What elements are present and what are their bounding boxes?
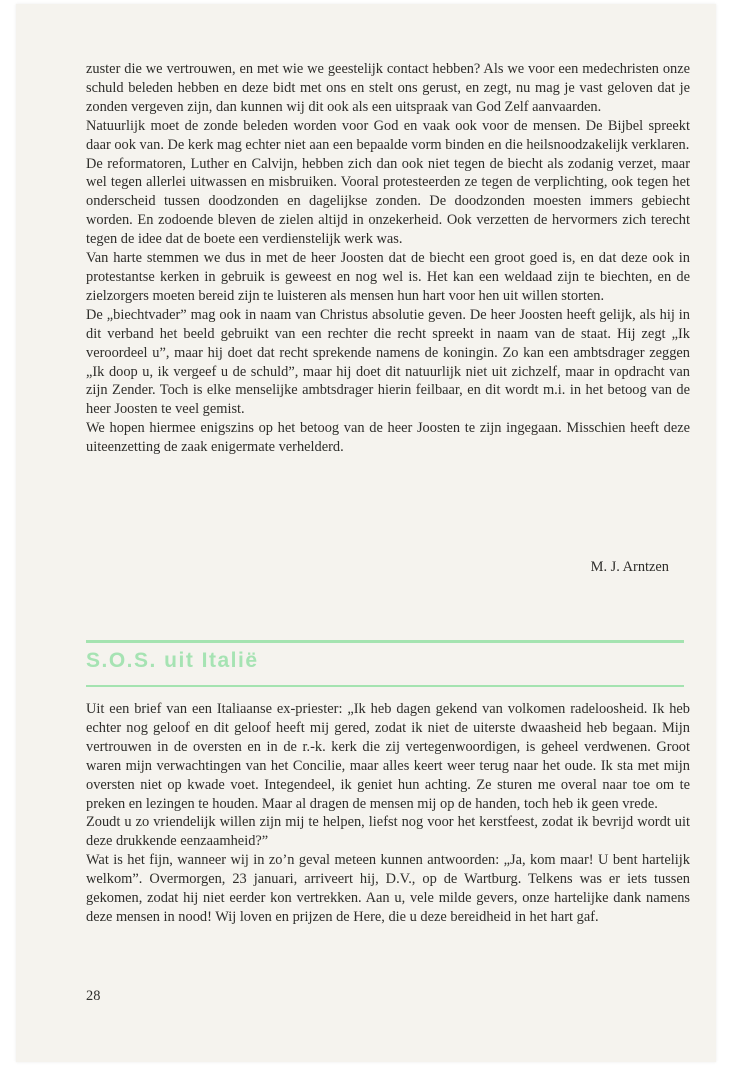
paragraph: zuster die we vertrouwen, en met wie we geestelijk contact hebben? Als we voor een medechristen onze schuld beleden hebben en deze bidt met ons en stelt ons gerust, en zegt, nu mag je vast geloven dat je zonden vergeven zijn, dan kunnen wij dit ook als een uitspraak van God Zelf aanvaarden.	[86, 61, 690, 115]
paragraph: We hopen hiermee enigszins op het betoog van de heer Joosten te zijn ingegaan. Misschien heeft deze uiteenzetting de zaak enigermate verhelderd.	[86, 420, 690, 456]
page-number: 28	[86, 988, 101, 1004]
paragraph: Natuurlijk moet de zonde beleden worden voor God en vaak ook voor de mensen. De Bijbel spreekt daar ook van. De kerk mag echter niet aan een bepaalde vorm binden en die heilsnoodzakelijk verklaren.	[86, 117, 690, 153]
paragraph: Zoudt u zo vriendelijk willen zijn mij te helpen, liefst nog voor het kerstfeest, zodat ik bevrijd wordt uit deze drukkende eenzaamheid?”	[86, 814, 690, 850]
section-heading: S.O.S. uit Italië	[86, 649, 259, 672]
paragraph: Wat is het fijn, wanneer wij in zo’n geval meteen kunnen antwoorden: „Ja, kom maar! U bent hartelijk welkom”. Overmorgen, 23 januari, arriveert hij, D.V., op de Wartburg. Telkens was er iets tussen gekomen, zodat hij niet eerder kon vertrekken. Aan u, vele milde gevers, onze hartelijke dank namens deze mensen in nood! Wij loven en prijzen de Here, die u deze bereidheid in het hart gaf.	[86, 852, 690, 925]
paragraph: De reformatoren, Luther en Calvijn, hebben zich dan ook niet tegen de biecht als zodanig verzet, maar wel tegen allerlei uitwassen en misbruiken. Vooral protesteerden ze tegen de verplichting, ook tegen het onderscheid tussen doodzonden en dagelijkse zonden. De doodzonden moesten immers gebiecht worden. En zodoende bleven de zielen altijd in onzekerheid. Ook verzetten de hervormers zich terecht tegen de idee dat de boete een verdienstelijk werk was.	[86, 155, 690, 248]
article-body-top	[86, 60, 690, 457]
paragraph: De „biechtvader” mag ook in naam van Christus absolutie geven. De heer Joosten heeft gelijk, als hij in dit verband het beeld gebruikt van een rechter die recht spreekt in naam van de staat. Hij zegt „Ik veroordeel u”, maar hij doet dat recht sprekende namens de koningin. Zo kan een ambtsdrager zeggen „Ik doop u, ik vergeef u de schuld”, maar hij doet dit natuurlijk niet uit zichzelf, maar in opdracht van zijn Zender. Toch is elke menselijke ambtsdrager hierin feilbaar, en dit wordt m.i. in het betoog van de heer Joosten te veel gemist.	[86, 306, 690, 418]
section-divider-bottom	[86, 685, 684, 687]
section-divider-top	[86, 640, 684, 643]
paragraph: Uit een brief van een Italiaanse ex-priester: „Ik heb dagen gekend van volkomen radeloosheid. Ik heb echter nog geloof en dit geloof heeft mij gered, zodat ik niet de uiterste dwaasheid heb begaan. Mijn vertrouwen in de oversten en in de r.-k. kerk die zij vertegenwoordigen, is geheel verdwenen. Groot waren mijn verwachtingen van het Concilie, maar alles keert weer terug naar het oude. Ik sta met mijn oversten niet op kwade voet. Integendeel, ik geniet hun achting. Ze sturen me overal naar toe om te preken en lezingen te houden. Maar al dragen de mensen mij op de handen, toch heb ik geen vrede.	[86, 701, 690, 812]
article-body-bottom	[86, 700, 690, 927]
author-signature: M. J. Arntzen	[590, 559, 669, 575]
page-sheet	[16, 4, 716, 1062]
paragraph: Van harte stemmen we dus in met de heer Joosten dat de biecht een groot goed is, en dat deze ook in protestantse kerken in gebruik is geweest en nog wel is. Het kan een weldaad zijn te biechten, en de zielzorgers moeten bereid zijn te luisteren als mensen hun hart voor hen uit willen storten.	[86, 250, 690, 304]
